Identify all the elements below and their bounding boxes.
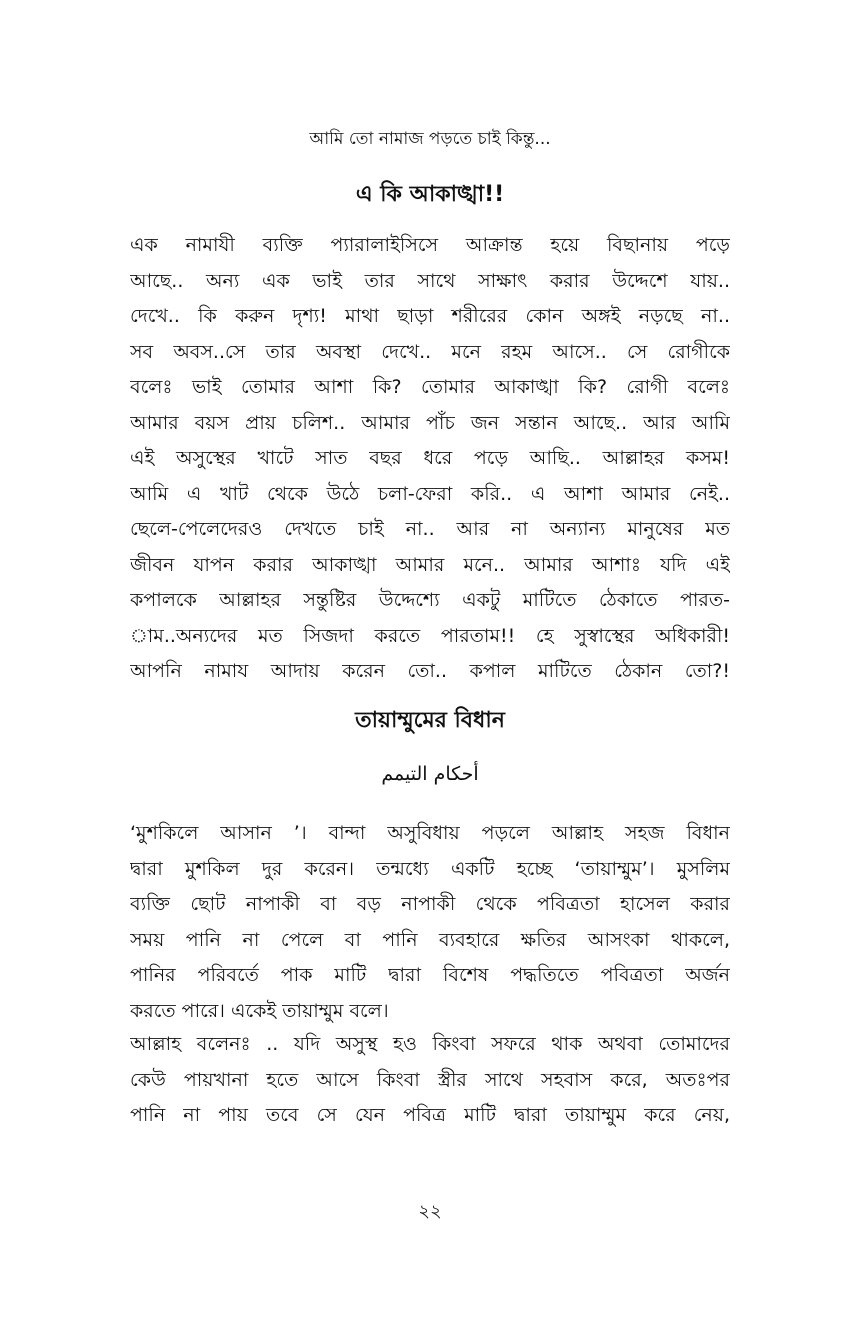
text-line: সব অবস..সে তার অবস্থা দেখে.. মনে রহম আসে.. সে রোগীকে [130,340,730,363]
text-line: আল্লাহ বলেনঃ .. যদি অসুস্থ হও কিংবা সফরে থাক অথবা তোমাদের [130,1033,730,1055]
running-header: আমি তো নামাজ পড়তে চাই কিন্তু... [309,129,551,149]
text-line: দ্বারা মুশকিল দুর করেন। তন্মধ্যে একটি হচ্ছে ‘তায়াম্মুম’। মুসলিম [130,857,730,880]
arabic-subtitle: أحكام التيمم [381,763,479,785]
text-line: কেউ পায়খানা হতে আসে কিংবা স্ত্রীর সাথে সহবাস করে, অতঃপর [130,1068,730,1091]
text-line: আছে.. অন্য এক ভাই তার সাথে সাক্ষাৎ করার উদ্দেশে যায়.. [130,269,730,292]
section-title-akangkha: এ কি আকাঙ্খা!! [355,182,505,207]
text-line: আমি এ খাট থেকে উঠে চলা-ফেরা করি.. এ আশা আমার নেই.. [130,482,730,505]
text-line: এক নামাযী ব্যক্তি প্যারালাইসিসে আক্রান্ত হয়ে বিছানায় পড়ে [130,234,730,256]
section-title-tayammum: তায়াম্মুমের বিধান [355,708,505,733]
text-line: করতে পারে। একেই তায়াম্মুম বলে। [130,999,389,1022]
story-paragraph [130,228,730,690]
text-line: দেখে.. কি করুন দৃশ্য! মাথা ছাড়া শরীরের কোন অঙ্গই নড়ছে না.. [130,305,730,327]
text-line: ‘মুশকিলে আসান ’। বান্দা অসুবিধায় পড়লে আল্লাহ সহজ বিধান [130,822,730,844]
text-line: জীবন যাপন করার আকাঙ্খা আমার মনে.. আমার আশাঃ যদি এই [130,553,730,576]
text-line: পানির পরিবর্তে পাক মাটি দ্বারা বিশেষ পদ্ধতিতে পবিত্রতা অর্জন [130,964,730,986]
text-line: বলেঃ ভাই তোমার আশা কি? তোমার আকাঙ্খা কি? রোগী বলেঃ [130,376,730,398]
text-line: পানি না পায় তবে সে যেন পবিত্র মাটি দ্বারা তায়াম্মুম করে নেয়, [130,1104,730,1126]
text-line: সময় পানি না পেলে বা পানি ব্যবহারে ক্ষতির আসংকা থাকলে, [130,928,730,951]
text-line: এই অসুস্থের খাটে সাত বছর ধরে পড়ে আছি.. আল্লাহর কসম! [130,447,730,469]
text-line: আপনি নামায আদায় করেন তো.. কপাল মাটিতে ঠেকান তো?! [130,660,730,682]
text-line: ব্যক্তি ছোট নাপাকী বা বড় নাপাকী থেকে পবিত্রতা হাসেল করার [130,893,730,915]
text-line: ছেলে-পেলেদেরও দেখতে চাই না.. আর না অন্যান্য মানুষের মত [130,518,730,540]
quran-quote-paragraph [130,1027,730,1134]
text-line: াম..অন্যদের মত সিজদা করতে পারতাম!! হে সুস্বাস্থের অধিকারী! [130,624,730,647]
text-line: আমার বয়স প্রায় চলিশ.. আমার পাঁচ জন সন্তান আছে.. আর আমি [130,411,730,434]
tayammum-definition-paragraph [130,816,730,1029]
page-number: ২২ [418,1201,442,1222]
text-line: কপালকে আল্লাহর সন্তুষ্টির উদ্দেশ্যে একটু মাটিতে ঠেকাতে পারত- [130,589,730,611]
